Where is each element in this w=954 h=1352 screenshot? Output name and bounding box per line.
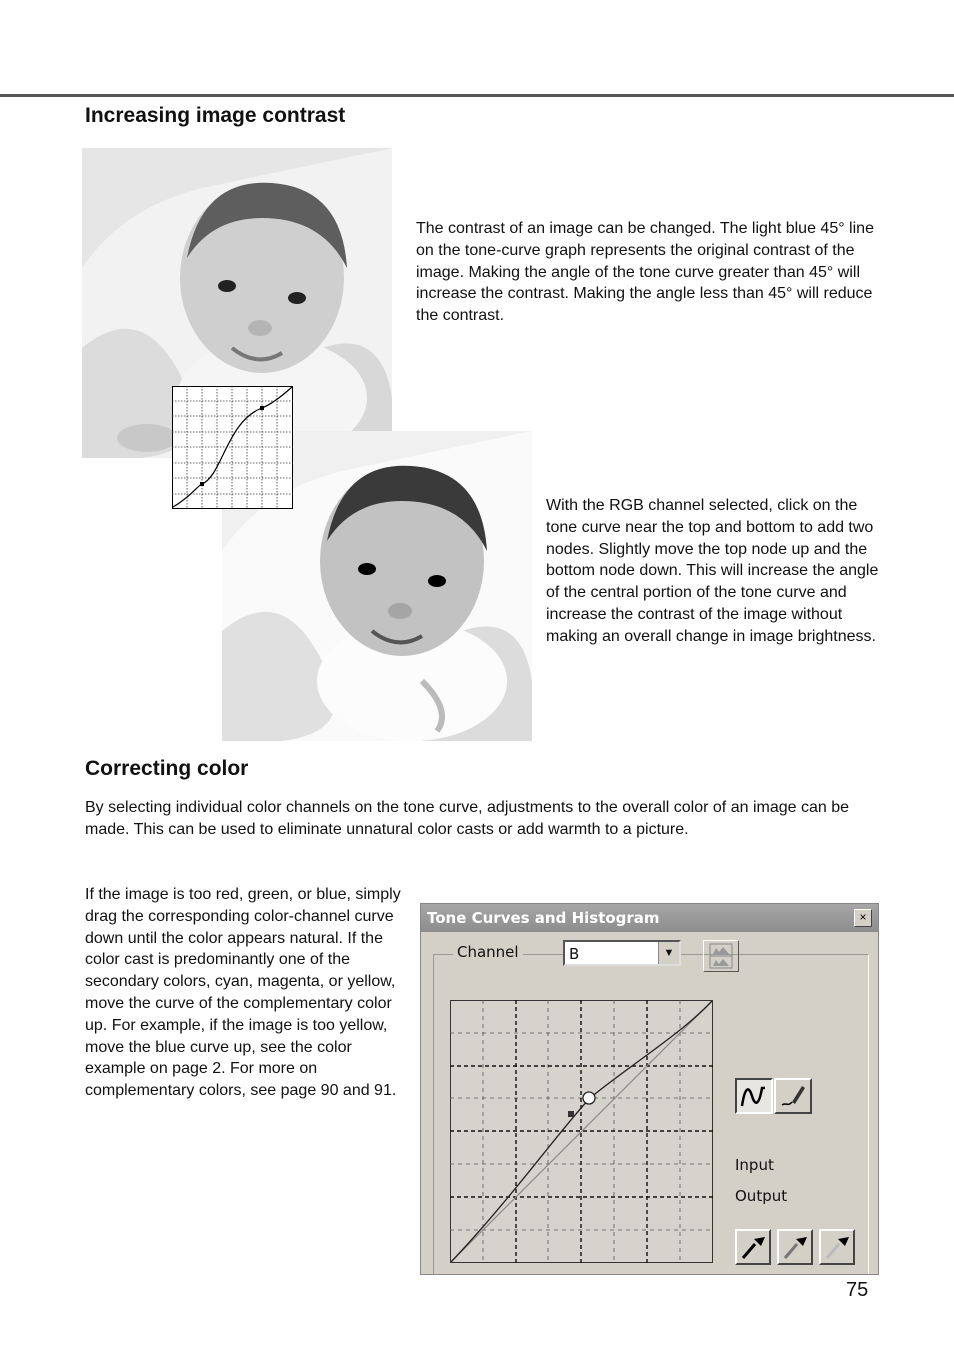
histogram-button[interactable]: [703, 940, 739, 972]
dialog-title-bar[interactable]: [421, 904, 878, 932]
freehand-mode-button[interactable]: [774, 1078, 812, 1114]
eyedropper-gray-icon: [779, 1231, 811, 1263]
input-label: Input: [735, 1156, 774, 1174]
white-point-eyedropper[interactable]: [819, 1229, 855, 1265]
header-rule: [0, 94, 954, 97]
curve-icon: [737, 1080, 771, 1112]
color-paragraph: If the image is too red, green, or blue, simply drag the corresponding color-channel curve down until the color appears natural. If the color cast is predominantly one of the secondary colors, cyan, magenta, or yellow, move the curve of the complementary color up. For example, if the image is too yellow, move the blue curve up, see the color example on page 2. For more on complementary colors, see page 90 and 91.: [85, 886, 401, 1100]
pencil-icon: [776, 1080, 810, 1112]
tone-curve-graph[interactable]: [450, 1000, 713, 1263]
section-title-contrast: Increasing image contrast: [85, 104, 346, 127]
output-label: Output: [735, 1187, 788, 1205]
histogram-icon: [704, 941, 738, 971]
tone-curve-graph-small: [172, 386, 293, 509]
eyedropper-black-icon: [737, 1231, 769, 1263]
contrast-paragraph-2: With the RGB channel selected, click on the tone curve near the top and bottom to add two nodes. Slightly move the top node up and the bottom node down. This will increase the angle of the central portion of the tone curve and increase the contrast of the image without making an overall change in image brightness.: [546, 497, 879, 645]
channel-select-value: B: [569, 945, 580, 963]
color-intro-paragraph: By selecting individual color channels on the tone curve, adjustments to the overall color of an image can be made. This can be used to eliminate unnatural color casts or add warmth to a picture.: [85, 799, 849, 838]
page-number: 75: [846, 1279, 869, 1301]
contrast-paragraph-1: The contrast of an image can be changed. The light blue 45° line on the tone-curve graph represents the original contrast of the image. Making the angle of the tone curve greater than 45° will increase the contrast. Making the angle less than 45° will reduce the contrast.: [416, 220, 874, 325]
gray-point-eyedropper[interactable]: [777, 1229, 813, 1265]
channel-select[interactable]: [563, 940, 681, 966]
dialog-title: Tone Curves and Histogram: [427, 909, 660, 927]
close-icon[interactable]: ×: [854, 909, 872, 927]
section-title-color: Correcting color: [85, 757, 249, 780]
black-point-eyedropper[interactable]: [735, 1229, 771, 1265]
tone-curves-dialog: [420, 903, 879, 1275]
curve-mode-button[interactable]: [735, 1078, 773, 1114]
eyedropper-white-icon: [821, 1231, 853, 1263]
chevron-down-icon[interactable]: ▼: [658, 942, 679, 964]
channel-label: Channel: [453, 943, 523, 961]
